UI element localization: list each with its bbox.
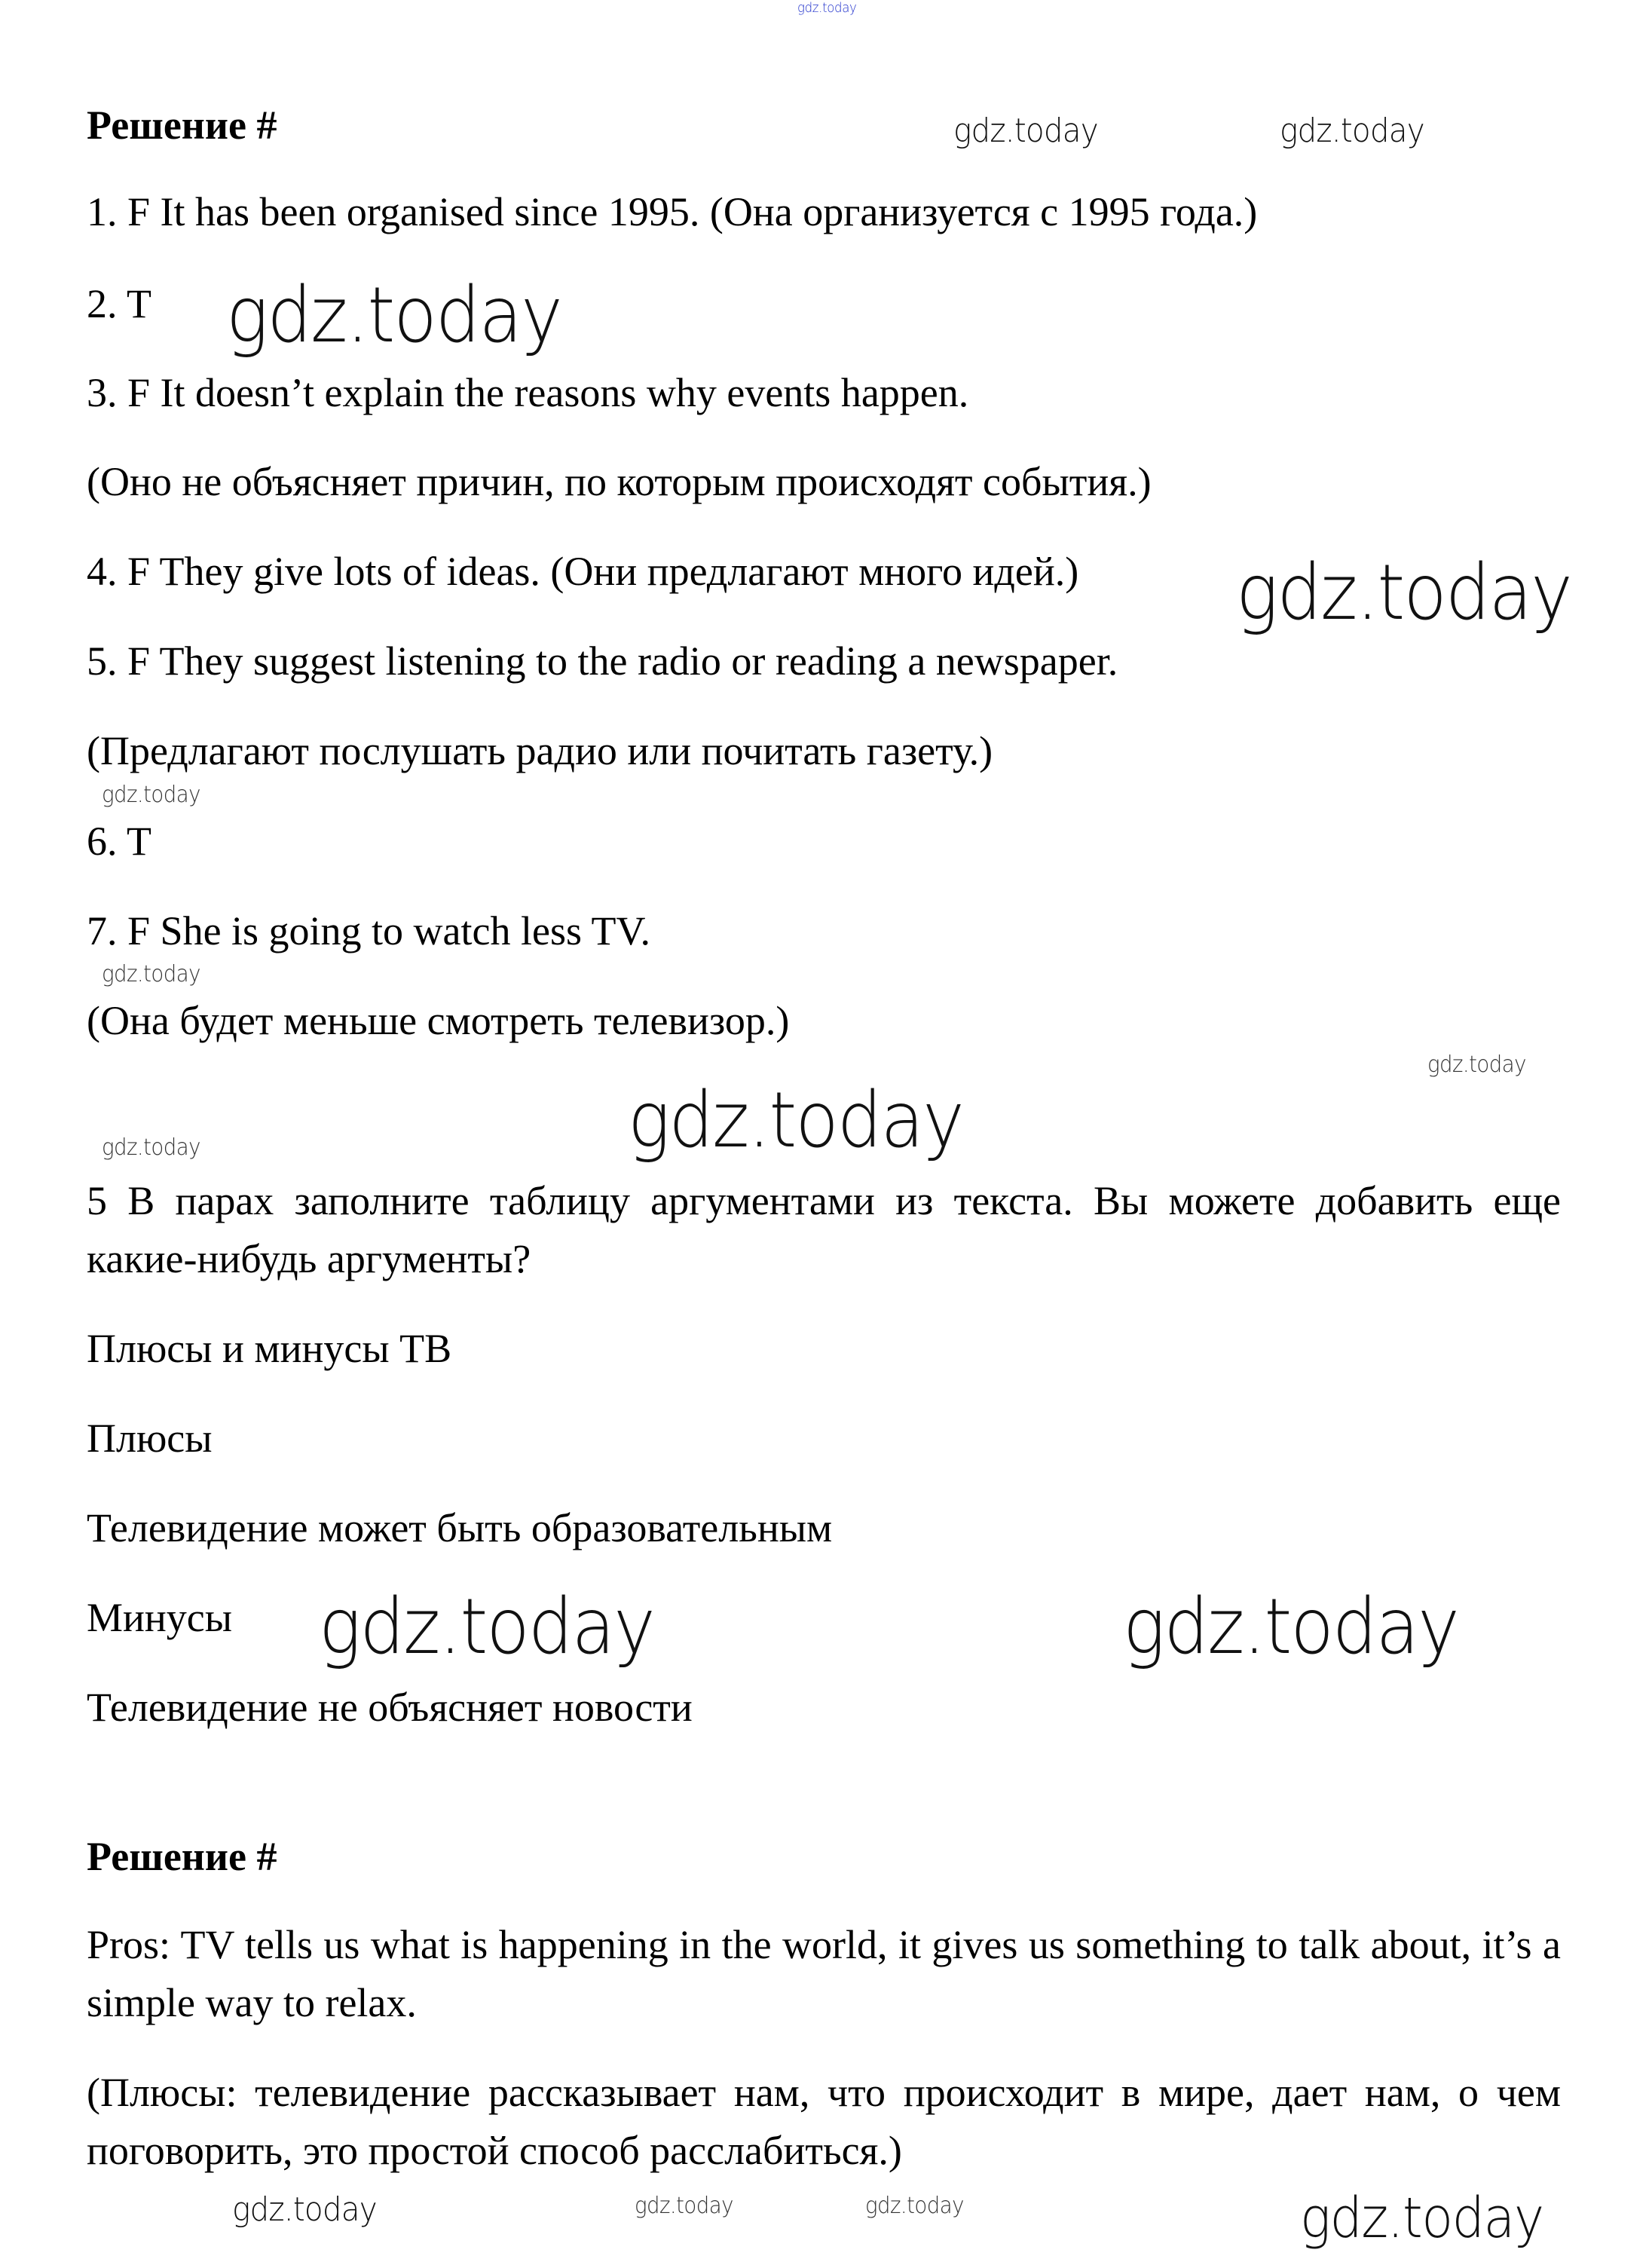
task-line: Телевидение может быть образовательным	[87, 1505, 833, 1550]
watermark: gdz.today	[319, 1582, 654, 1672]
answer-line: 5. F They suggest listening to the radio or reading a newspaper.	[87, 638, 1118, 684]
watermark: gdz.today	[1236, 548, 1571, 638]
watermark: gdz.today	[232, 2190, 377, 2229]
answer-line: 4. F They give lots of ideas. (Они предлагают много идей.)	[87, 549, 1079, 594]
watermark: gdz.today	[628, 1076, 963, 1165]
answer-line: 1. F It has been organised since 1995. (Она организуется с 1995 года.)	[87, 189, 1258, 234]
answer-line: 2. T	[87, 281, 152, 326]
watermark: gdz.today	[865, 2193, 964, 2219]
watermark: gdz.today	[226, 271, 561, 360]
task-line: Телевидение не объясняет новости	[87, 1685, 693, 1730]
answer-line: (Предлагают послушать радио или почитать газету.)	[87, 728, 993, 773]
task-line: Плюсы и минусы ТВ	[87, 1326, 452, 1371]
watermark: gdz.today	[102, 1134, 200, 1161]
watermark: gdz.today	[102, 961, 200, 987]
answer-line: 3. F It doesn’t explain the reasons why events happen.	[87, 370, 969, 415]
watermark: gdz.today	[102, 782, 200, 808]
watermark: gdz.today	[797, 0, 857, 16]
task-line: Минусы	[87, 1595, 233, 1640]
watermark: gdz.today	[1300, 2186, 1543, 2251]
task-text: 5 В парах заполните таблицу аргументами из текста. Вы можете добавить еще какие-нибудь аргументы?	[87, 1178, 1561, 1281]
pros-text: Pros: TV tells us what is happening in the world, it gives us something to talk about, it’s a simple way to relax.	[87, 1922, 1561, 2025]
answer-line: 6. T	[87, 819, 152, 864]
task-line: Плюсы	[87, 1416, 213, 1461]
watermark: gdz.today	[953, 112, 1098, 150]
solution-heading: Решение #	[87, 1834, 277, 1879]
watermark: gdz.today	[1280, 112, 1424, 150]
answer-line: (Оно не объясняет причин, по которым происходят события.)	[87, 459, 1152, 504]
watermark: gdz.today	[1123, 1582, 1458, 1672]
watermark: gdz.today	[1427, 1051, 1526, 1078]
answer-line: 7. F She is going to watch less TV.	[87, 908, 651, 953]
watermark: gdz.today	[635, 2193, 733, 2219]
solution-heading: Решение #	[87, 103, 277, 148]
answer-line: (Она будет меньше смотреть телевизор.)	[87, 998, 790, 1043]
pros-text-ru: (Плюсы: телевидение рассказывает нам, что происходит в мире, дает нам, о чем поговорить, это простой способ расслабиться.)	[87, 2070, 1561, 2173]
